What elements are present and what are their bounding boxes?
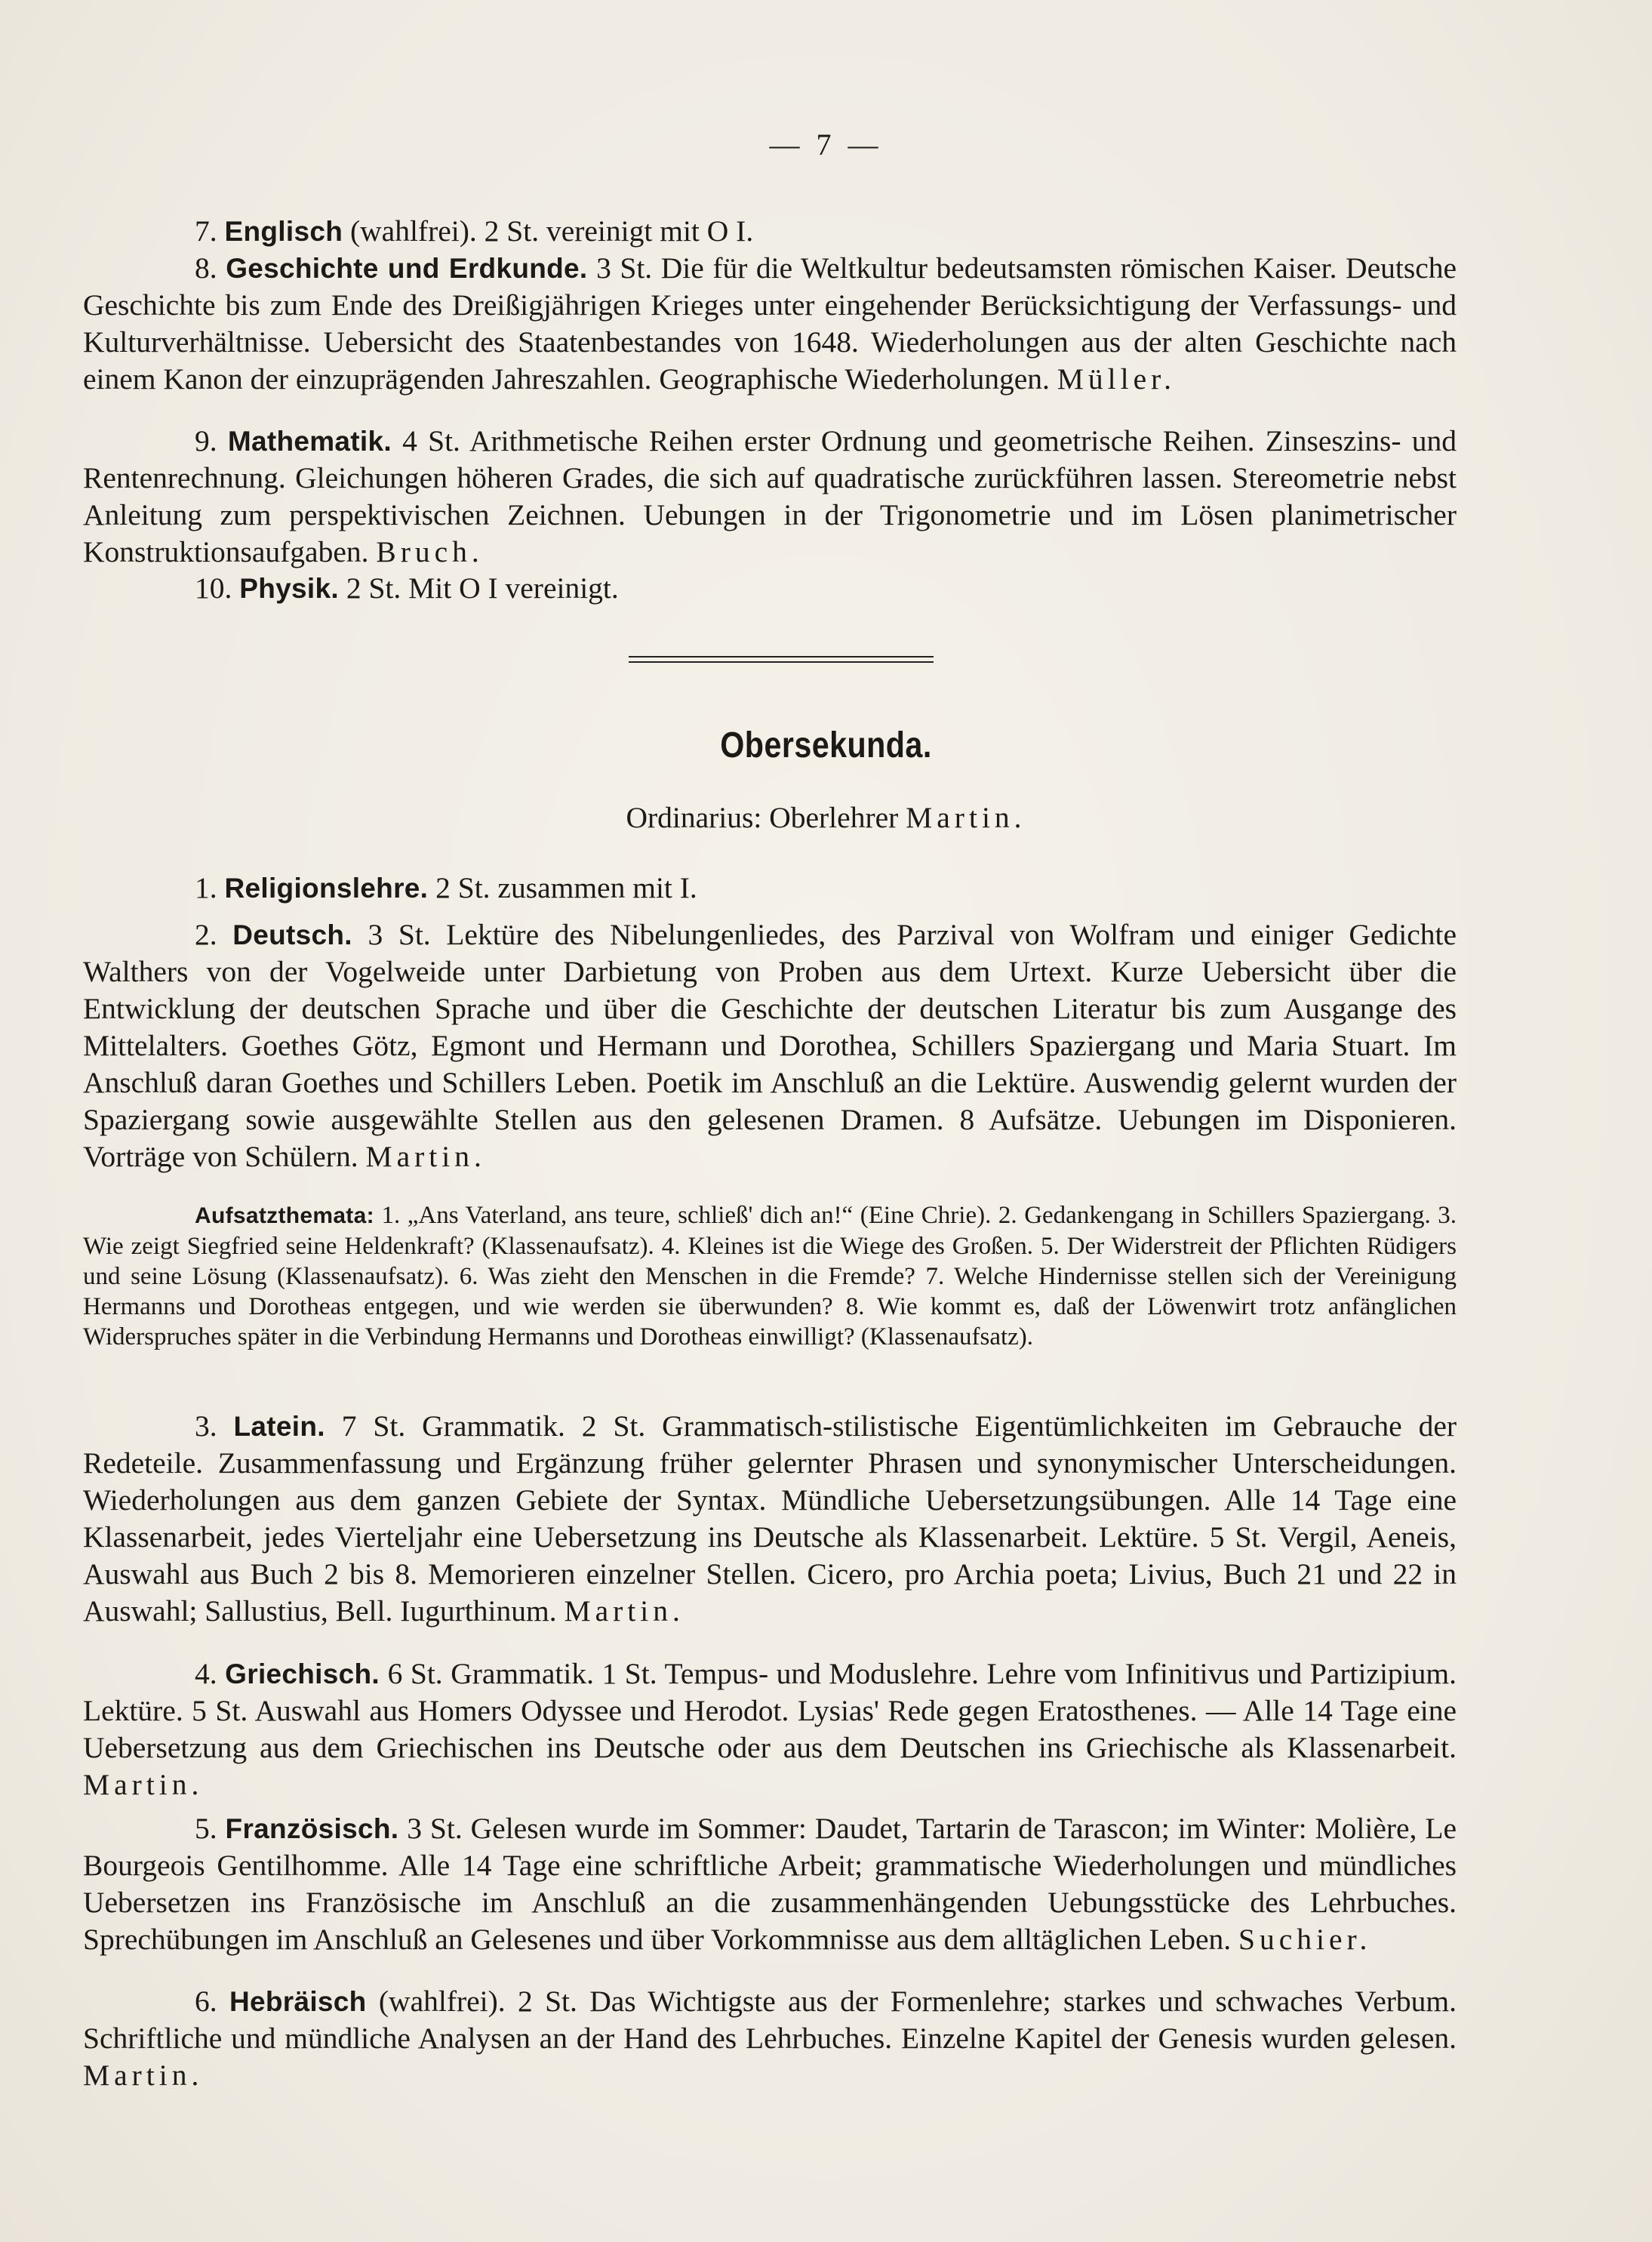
section-subject: Mathematik. (227, 426, 392, 457)
section-divider-double (629, 661, 934, 663)
section-subject: Deutsch. (232, 919, 352, 950)
teacher-name: Suchier. (1238, 1923, 1372, 1956)
section-text: 2 St. zusammen mit I. (435, 871, 697, 904)
section-englisch (83, 213, 1457, 250)
section-text: (wahlfrei). 2 St. vereinigt mit O I. (349, 214, 754, 248)
section-text: 3 St. Die für die Weltkultur bedeutsamsten römischen Kaiser. Deutsche Geschichte bis zum Ende des Dreißigjährigen Krieges unter eingehender Berücksichtigung der Verfassungs- und Kulturverhältnisse. Uebersicht des Staatenbestandes von 1648. Wiederholungen aus der alten Geschichte nach einem Kanon der einzuprägenden Jahreszahlen. Geographische Wiederholungen. (83, 251, 1457, 396)
section-subject: Geschichte und Erdkunde. (226, 253, 588, 284)
section-subject: Französisch. (225, 1813, 399, 1844)
essay-topics-text: 1. „Ans Vaterland, ans teure, schließ' dich an!“ (Eine Chrie). 2. Gedankengang in Schillers Spaziergang. 3. Wie zeigt Siegfried seine Heldenkraft? (Klassenaufsatz). 4. Kleines ist die Wiege des Großen. 5. Der Widerstreit der Pflichten Rüdigers und seine Lösung (Klassenaufsatz). 6. Was zieht den Menschen in die Fremde? 7. Welche Hindernisse stellen sich der Vereinigung Hermanns und Dorotheas entgegen, und wie werden sie überwunden? 8. Wie kommt es, daß der Löwenwirt trotz anfänglichen Widerspruches später in die Verbindung Hermanns und Dorotheas einwilligt? (Klassenaufsatz). (83, 1202, 1457, 1350)
section-number: 1. (195, 871, 217, 904)
section-number: 6. (195, 1985, 217, 2018)
section-text: 3 St. Gelesen wurde im Sommer: Daudet, Tartarin de Tarascon; im Winter: Molière, Le Bourgeois Gentilhomme. Alle 14 Tage eine schriftliche Arbeit; grammatische Wiederholungen und mündliches Uebersetzen ins Französische im Anschluß an die zusammenhängenden Uebungsstücke des Lehrbuches. Sprechübungen im Anschluß an Gelesenes und über Vorkommnisse aus dem alltäglichen Leben. (83, 1812, 1457, 1956)
section-geschichte (83, 250, 1457, 398)
ordinarius-name: Martin. (906, 801, 1026, 834)
page-number: — 7 — (769, 128, 883, 162)
essay-topics (83, 1200, 1457, 1352)
section-hebraeisch (83, 1983, 1457, 2094)
section-number: 2. (195, 918, 217, 951)
ordinarius-label: Ordinarius: Oberlehrer (626, 801, 899, 834)
section-subject: Physik. (239, 573, 339, 604)
section-number: 4. (195, 1657, 217, 1690)
section-number: 10. (195, 571, 232, 605)
section-text: 7 St. Grammatik. 2 St. Grammatisch-stilistische Eigentümlichkeiten im Gebrauche der Redeteile. Zusammenfassung und Ergänzung früher gelernter Phrasen und synonymischer Unterscheidungen. Wiederholungen aus dem ganzen Gebiete der Syntax. Mündliche Uebersetzungsübungen. Alle 14 Tage eine Klassenarbeit, jedes Vierteljahr eine Uebersetzung ins Deutsche als Klassenarbeit. Lektüre. 5 St. Vergil, Aeneis, Auswahl aus Buch 2 bis 8. Memorieren einzelner Stellen. Cicero, pro Archia poeta; Livius, Buch 21 und 22 in Auswahl; Sallustius, Bell. Iugurthinum. (83, 1409, 1457, 1628)
section-franzoesisch (83, 1810, 1457, 1958)
teacher-name: Martin. (83, 1768, 204, 1801)
section-text: (wahlfrei). 2 St. Das Wichtigste aus der Formenlehre; starkes und schwaches Verbum. Schriftliche und mündliche Analysen an der Hand des Lehrbuches. Einzelne Kapitel der Genesis wurden gelesen. (83, 1985, 1457, 2055)
teacher-name: Müller. (1057, 362, 1176, 396)
teacher-name: Martin. (83, 2059, 204, 2092)
section-divider (629, 656, 934, 658)
ordinarius-line (0, 800, 1652, 835)
section-subject: Griechisch. (225, 1658, 380, 1689)
section-latein (83, 1408, 1457, 1630)
teacher-name: Bruch. (376, 535, 484, 568)
section-text: 2 St. Mit O I vereinigt. (346, 571, 619, 605)
teacher-name: Martin. (564, 1594, 684, 1628)
section-griechisch (83, 1655, 1457, 1803)
section-deutsch (83, 916, 1457, 1175)
section-number: 7. (195, 214, 217, 248)
class-heading: Obersekunda. (720, 725, 932, 765)
section-subject: Hebräisch (229, 1986, 367, 2017)
section-religionslehre (83, 870, 1457, 907)
section-subject: Religionslehre. (224, 873, 429, 904)
section-number: 9. (195, 424, 217, 457)
section-mathematik (83, 423, 1457, 571)
section-number: 5. (195, 1812, 217, 1845)
essay-topics-label: Aufsatzthemata: (195, 1203, 374, 1228)
section-number: 3. (195, 1409, 217, 1443)
section-text: 6 St. Grammatik. 1 St. Tempus- und Moduslehre. Lehre vom Infinitivus und Partizipium. Lektüre. 5 St. Auswahl aus Homers Odyssee und Herodot. Lysias' Rede gegen Eratosthenes. — Alle 14 Tage eine Uebersetzung aus dem Griechischen ins Deutsche oder aus dem Deutschen ins Griechische als Klassenarbeit. (83, 1657, 1457, 1764)
section-physik (83, 570, 1457, 607)
section-text: 3 St. Lektüre des Nibelungenliedes, des Parzival von Wolfram und einiger Gedichte Walthers von der Vogelweide unter Darbietung von Proben aus dem Urtext. Kurze Uebersicht über die Entwicklung der deutschen Sprache und über die Geschichte der deutschen Literatur bis zum Ausgange des Mittelalters. Goethes Götz, Egmont und Hermann und Dorothea, Schillers Spaziergang und Maria Stuart. Im Anschluß daran Goethes und Schillers Leben. Poetik im Anschluß an die Lektüre. Auswendig gelernt wurden der Spaziergang sowie ausgewählte Stellen aus den gelesenen Dramen. 8 Aufsätze. Uebungen im Disponieren. Vorträge von Schülern. (83, 918, 1457, 1173)
section-subject: Latein. (233, 1411, 325, 1442)
section-number: 8. (195, 251, 217, 285)
section-text: 4 St. Arithmetische Reihen erster Ordnung und geometrische Reihen. Zinseszins- und Rentenrechnung. Gleichungen höheren Grades, die sich auf quadratische zurückführen lassen. Stereometrie nebst Anleitung zum perspektivischen Zeichnen. Uebungen in der Trigonometrie und im Lösen planimetrischer Konstruktionsaufgaben. (83, 424, 1457, 568)
teacher-name: Martin. (365, 1140, 486, 1173)
section-subject: Englisch (224, 216, 343, 247)
